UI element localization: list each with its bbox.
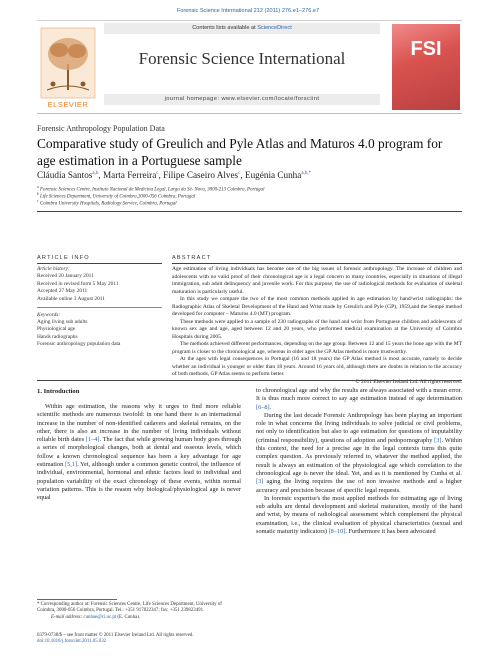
body-column-left [37,403,241,503]
cover-title: FSI [410,38,442,60]
keyword: Hands radiographs [37,333,78,340]
body-text: aging the living requires the use of non invasive methods and a higher accuracy and precision because of specific legal requests. [256,478,462,494]
reference-link[interactable]: [6–8] [256,403,270,411]
contents-prefix: Contents lists available at [192,25,258,31]
header-divider [37,211,462,212]
author-name: Marta Ferreira [102,170,157,180]
elsevier-wordmark: ELSEVIER [47,100,89,109]
abstract-paragraph: In this study we compare the two of the most common methods applied in age estimation by hand/wrist radiographs: the Radiographic Atlas of Skeletal Development of the Hand and Wrist made by Greulich and Pyle (GP), 1959,and the Sempé method developed for computer – Maturos 4.0 (MT) program. [172,296,462,317]
body-text: . Yet, although under a common genetic control, the influence of individual, environmental, hormonal and ethnic factors lead to individual and population variability of the exact chronology of these events, within normal variation patterns. This is the reason why biological/physiological age is never equal [37,461,242,502]
abstract-paragraph: Age estimation of living individuals has become one of the big issues of forensic anthropology. The increase of children and adolescents with no valid proof of their chronological age is a legal concern to many countries, especially in situations of illegal immigration, sub adult delinquency and juvenile work. For this purpose, the use of radiological methods for evaluation of skeletal maturation is particularly useful. [172,266,462,295]
email-suffix: (E. Cunha). [116,614,141,620]
issn-line: 0379-0738/$ – see front matter © 2011 Elsevier Ireland Ltd. All rights reserved. [37,633,194,638]
article-info-rule [37,263,162,264]
article-info-heading: ARTICLE INFO [37,255,90,261]
body-paragraph [256,412,462,495]
reference-link[interactable]: [3] [434,436,442,444]
abstract-paragraph: The methods achieved different performances, depending on the age group. Between 12 and 15 years the bone age with the MT program is closer to the chronological age, whereas in older ages the GP Atlas method is more trustworthy. [172,341,462,355]
author-name: Eugénia Cunha [244,170,302,180]
author-list: Cláudia Santos$^{a,b}$, Marta Ferreira$^c$, Filipe Caseiro Alves$^c$, Eugénia Cunha$^{a,b,*}$ [37,170,312,180]
keyword: Physiological age [37,326,76,333]
email-line [37,615,241,621]
affiliation-mark: a [37,185,39,189]
author-name: Cláudia Santos [37,170,93,180]
email-label: E-mail address: [51,614,84,620]
affiliation-mark: b [37,192,39,196]
footer-identifiers [37,633,337,646]
article-info [37,266,162,349]
corresponding-author: * Corresponding author at: Forensic Sciences Centre, Life Sciences Department, University of Coimbra, 3000-056 Coimbra, Portugal. Tel.: +351 917822347; fax: +351 239823491. [37,602,222,614]
body-column-right [256,387,462,536]
journal-title: Forensic Science International [138,49,346,68]
article-section: Forensic Anthropology Population Data [37,124,165,133]
history-received: Received 20 January 2011 [37,273,94,280]
history-online: Available online 3 August 2011 [37,295,105,302]
history-revised: Received in revised form 5 May 2011 [37,280,119,287]
author-name: Filipe Caseiro Alves [163,170,239,180]
body-paragraph [37,403,241,503]
contents-bar [104,23,380,34]
reference-link[interactable]: [5,1] [64,461,78,469]
body-paragraph [256,495,462,536]
abstract-body [172,266,462,386]
author-affiliation-mark[interactable]: c [156,170,159,176]
reference-link[interactable]: [3] [256,478,264,486]
email-link[interactable]: cunhae@ci.uc.pt [83,614,117,620]
body-text: . The fact that while growing human body goes through a series of morphological changes, both at dental and osseous levels, which follow a known chronological sequence has been a key advantage for age estimation [37,436,242,469]
affiliation-c [37,199,462,207]
section-heading-introduction: 1. Introduction [37,388,80,395]
keyword: Aging living sub adults [37,319,88,326]
body-text: In forensic expertise's the most applied methods for estimating age of living sub adults are dental development and skeletal maturation, mostly of the hand and wrist, by means of radiological assessment which complement the physical examination, i.e., the clinical evaluation of physical characteristics (sexual and somatic maturity indicators) [256,494,462,536]
journal-homepage-link[interactable]: journal homepage: www.elsevier.com/locate/forsciint [104,94,380,105]
author-affiliation-mark[interactable]: a,b [92,170,99,176]
affiliation-mark: c [37,199,39,203]
journal-cover-thumbnail [392,24,460,110]
body-text: Within age estimation, the reasons why it urges to find more reliable scientific methods are numerous twofold: in one hand there is an international increase in the number of non-identified cadavers and skeletal remains, on the other, there is also an increase in the number of living individuals without reliable birth dates [37,403,241,444]
history-accepted: Accepted 27 May 2011 [37,288,88,295]
footnote-rule [37,599,117,600]
author-affiliation-mark[interactable]: c [238,170,241,176]
journal-citation-line[interactable]: Forensic Science International 212 (2011) 276.e1–276.e7 [176,8,320,14]
article-title: Comparative study of Greulich and Pyle Atlas and Maturos 4.0 program for age estimation in a Portuguese sample [37,136,443,168]
body-text: . [269,403,272,411]
abstract-paragraph: These methods were applied to a sample of 230 radiographs of the hand and wrist from Portuguese children and adolescents of known sex age and age, aged between 12 and 20 years, who performed medical examination at the University of Coimbra Hospitals during 2005. [172,318,462,340]
body-paragraph [256,387,462,412]
reference-link[interactable]: [1–4] [85,436,100,444]
keyword: Forensic anthropology population data [37,341,121,348]
keywords-divider [37,307,162,308]
body-text: . Furthermore it has been advocated [345,528,436,536]
history-label: Article history: [37,266,70,272]
abstract-rule [172,263,462,264]
reference-link[interactable]: [8–10] [328,528,346,536]
doi-link[interactable]: doi:10.1016/j.forsciint.2011.05.032 [37,639,107,645]
body-text: to chronological age and why the results are always associated with a mean error. It is thus much more correct to say age estimation instead of age determination [256,387,462,403]
abstract-copyright: © 2011 Elsevier Ireland Ltd. All rights reserved. [355,378,462,385]
elsevier-tree-logo [37,24,99,110]
body-text: During the last decade Forensic Anthropology has been playing an important role in what concerns the living individuals to solve judicial or civil problems, not only to identification but also to age estimation for questions of imputability (criminal responsibility), questions of adoption and pedopornography [256,411,462,444]
abstract-paragraph: At the ages with legal consequences in Portugal (16 and 18 years) the GP Atlas method is most accurate, namely to decide whether an individual is younger or older than 18 years. Around 16 years old, although there are doubts in relation to the accuracy of both methods, GP Atlas seems to perform better. [172,356,462,377]
affiliation-text: Forensic Sciences Centre, Instituto Nacional de Medicina Legal, Largo da Sé- Nova, 3000-213 Coimbra, Portugal [40,187,265,193]
keywords-label: Keywords: [37,311,61,318]
affiliation-text: Life Sciences Department, University of Coimbra,3000-056 Coimbra, Portugal [40,194,196,200]
body-text: . Within this context, the need for a precise age in the legal contexts turns this quite complex question. As previously referred to, whatever the method applied, the result is always an estimation of the physiological age which correlation to the chronological age is never the ideal. Yet, and as it is mentioned by Cunha et al. [256,436,462,477]
author-affiliation-mark[interactable]: a,b,* [301,170,312,176]
affiliation-text: Coimbra University Hospitals, Radiology Service, Coimbra, Portugal [39,201,177,207]
corresponding-author-footnote [37,602,241,621]
abstract-end-rule [37,380,462,381]
sciencedirect-link[interactable]: ScienceDirect [257,25,292,31]
abstract-heading: ABSTRACT [172,255,212,261]
